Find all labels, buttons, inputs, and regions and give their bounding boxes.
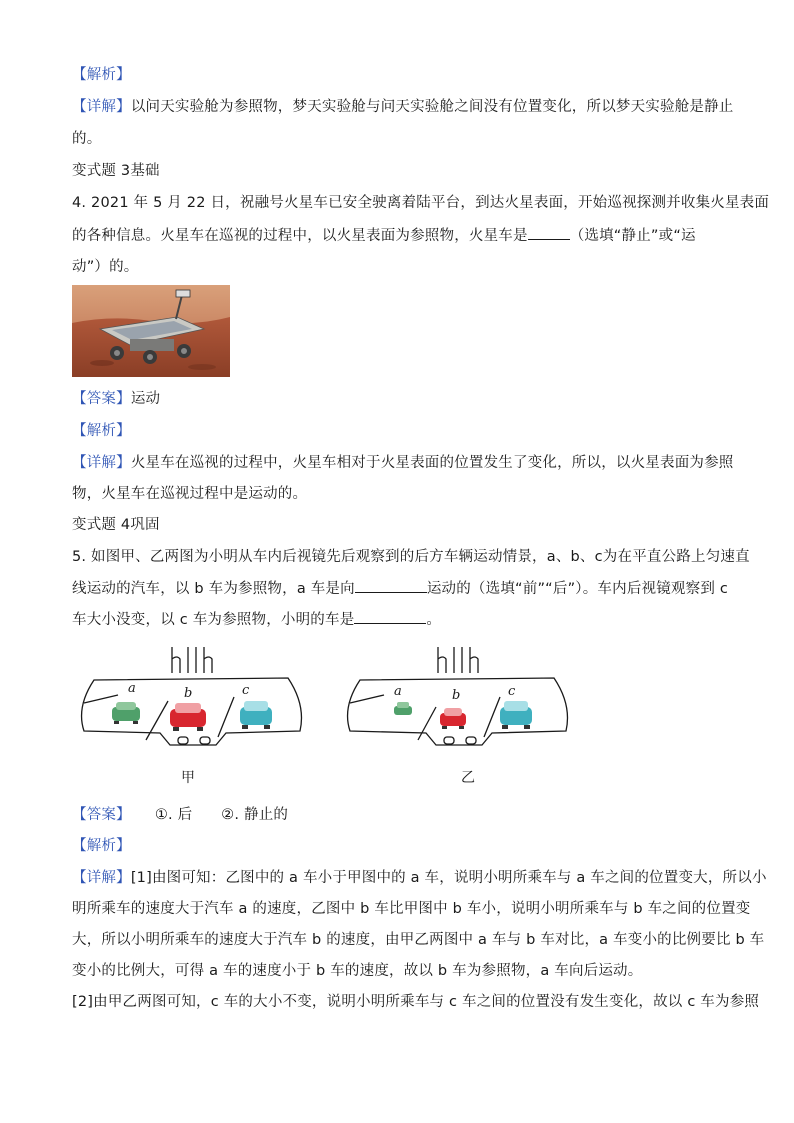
question-5-line: 车大小没变，以 c 车为参照物，小明的车是 。	[72, 608, 722, 631]
answer-blank[interactable]	[355, 577, 427, 593]
detail-paragraph-line: 【详解】以问天实验舱为参照物，梦天实验舱与问天实验舱之间没有位置变化，所以梦天实验舱是静止	[72, 99, 734, 115]
detail-paragraph-line: 【详解】[1]由图可知：乙图中的 a 车小于甲图中的 a 车，说明小明所乘车与 a 车之间的位置变大，所以小	[72, 870, 767, 886]
car-b-label: b	[184, 686, 193, 701]
car-b-label: b	[452, 688, 461, 703]
mirror-figure-jia	[76, 645, 312, 755]
section-analysis-label: 【解析】	[72, 67, 131, 83]
section-analysis-label: 【解析】	[72, 423, 131, 439]
variant-title: 变式题 3基础	[72, 163, 160, 179]
car-c-icon	[240, 701, 272, 729]
answer-blank[interactable]	[354, 608, 426, 624]
answer-blank[interactable]	[528, 224, 570, 240]
paragraph-line: 明所乘车的速度大于汽车 a 的速度，乙图中 b 车比甲图中 b 车小，说明小明所乘车与 b 车之间的位置变	[72, 901, 751, 917]
mars-rover-photo	[72, 285, 230, 377]
mirror-figure-yi	[342, 645, 578, 755]
variant-title: 变式题 4巩固	[72, 517, 160, 533]
car-c-label: c	[508, 684, 516, 699]
figure-caption-jia: 甲	[181, 770, 195, 786]
car-a-icon	[394, 702, 412, 715]
paragraph-line: 大，所以小明所乘车的速度大于汽车 b 的速度，由甲乙两图中 a 车与 b 车对比，a 车变小的比例要比 b 车	[72, 932, 765, 948]
question-4-line: 4. 2021 年 5 月 22 日，祝融号火星车已安全驶离着陆平台，到达火星表面，开始巡视探测并收集火星表面	[72, 195, 770, 211]
car-a-label: a	[128, 681, 136, 696]
car-a-label: a	[394, 684, 402, 699]
section-analysis-label: 【解析】	[72, 838, 131, 854]
car-a-icon	[112, 702, 140, 724]
car-b-icon	[440, 708, 466, 729]
car-c-icon	[500, 701, 532, 729]
paragraph-line: 物，火星车在巡视过程中是运动的。	[72, 486, 308, 502]
question-4-line: 的各种信息。火星车在巡视的过程中，以火星表面为参照物，火星车是 （选填“静止”或“运	[72, 224, 722, 247]
answer-line: 【答案】 ①. 后 ②. 静止的	[72, 807, 289, 823]
paragraph-line: [2]由甲乙两图可知，c 车的大小不变，说明小明所乘车与 c 车之间的位置没有发生变化，故以 c 车为参照	[72, 994, 760, 1010]
answer-line: 【答案】运动	[72, 391, 161, 407]
question-4-line: 动”）的。	[72, 259, 139, 275]
car-c-label: c	[242, 683, 250, 698]
question-5-line: 5. 如图甲、乙两图为小明从车内后视镜先后观察到的后方车辆运动情景，a、b、c为在平直公路上匀速直	[72, 549, 750, 565]
detail-paragraph-line: 【详解】火星车在巡视的过程中，火星车相对于火星表面的位置发生了变化，所以，以火星表面为参照	[72, 455, 734, 471]
car-b-icon	[170, 703, 206, 731]
question-5-line: 线运动的汽车，以 b 车为参照物，a 车是向 运动的（选填“前”“后”）。车内后视镜观察到 c	[72, 577, 722, 600]
paragraph-line: 变小的比例大，可得 a 车的速度小于 b 车的速度，故以 b 车为参照物，a 车向后运动。	[72, 963, 643, 979]
paragraph-line: 的。	[72, 131, 102, 147]
figure-caption-yi: 乙	[461, 770, 475, 786]
